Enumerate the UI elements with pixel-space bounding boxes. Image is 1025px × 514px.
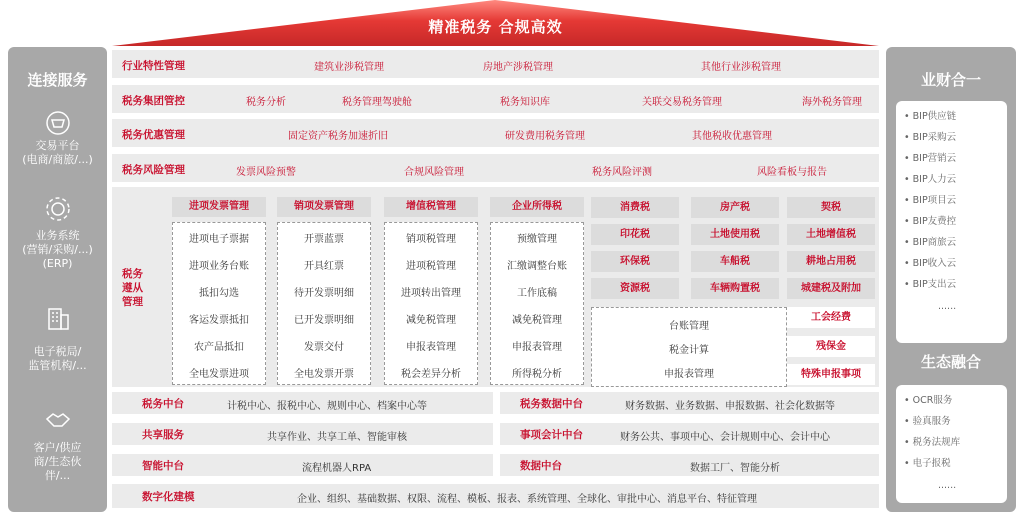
gear-icon	[44, 195, 72, 223]
row-item: 发票风险预警	[236, 167, 296, 178]
col-box	[384, 222, 478, 385]
row-item: 合规风险管理	[404, 167, 464, 178]
row-item: 税务分析	[246, 97, 286, 108]
tax-cell: 印花税	[591, 224, 679, 245]
eco-item: • 税务法规库	[904, 437, 961, 448]
row-title: 税务数据中台	[520, 398, 583, 410]
row-text: 流程机器人RPA	[302, 463, 372, 474]
row-text: 共享作业、共享工单、智能审核	[267, 432, 407, 443]
left-panel-title: 连接服务	[27, 71, 88, 89]
row-accounting	[500, 423, 879, 445]
col-head: 销项发票管理	[277, 197, 371, 217]
row-smart	[112, 454, 493, 476]
right-panel	[886, 47, 1016, 512]
col-head: 进项发票管理	[172, 197, 266, 217]
col-cell: 预缴管理	[517, 234, 557, 245]
col-cell: 减免税管理	[406, 315, 456, 326]
col-cell: 申报表管理	[406, 342, 456, 353]
row-item: 固定资产税务加速折旧	[288, 131, 388, 142]
mall-icon	[44, 109, 72, 137]
row-text: 企业、组织、基础数据、权限、流程、模板、报表、系统管理、全球化、审批中心、消息平台、特征管理	[297, 494, 757, 505]
tax-cell: 车辆购置税	[691, 278, 779, 299]
col-box	[172, 222, 266, 385]
row-item: 税务管理驾驶舱	[342, 97, 412, 108]
row-text: 数据工厂、智能分析	[690, 463, 780, 474]
col-box	[490, 222, 584, 385]
row-risk	[112, 154, 879, 182]
tax-cell: 房产税	[691, 197, 779, 218]
left-item-trade-l2: (电商/商旅/...)	[22, 153, 93, 166]
building-icon	[44, 303, 72, 331]
col-cell: 全电发票开票	[294, 369, 354, 380]
tax-cell: 车船税	[691, 251, 779, 272]
right-panel-title-1: 业财合一	[920, 71, 981, 89]
left-panel	[8, 47, 107, 512]
row-title: 智能中台	[142, 460, 184, 472]
bip-item-more: ......	[938, 301, 957, 312]
eco-item: • 电子报税	[904, 458, 951, 469]
special-cell: 特殊申报事项	[787, 364, 875, 385]
ledger-item: 税金计算	[669, 345, 709, 356]
left-item-gov-l1: 电子税局/	[33, 345, 82, 358]
special-cell: 工会经费	[787, 307, 875, 328]
right-panel-title-2: 生态融合	[920, 353, 981, 371]
left-item-biz-l2: (营销/采购/...)	[22, 243, 93, 256]
row-shared	[112, 423, 493, 445]
row-digital	[112, 484, 879, 508]
bip-item: • BIP商旅云	[904, 237, 957, 248]
row-item: 房地产涉税管理	[483, 62, 553, 73]
row-group	[112, 85, 879, 113]
bip-item: • BIP供应链	[904, 111, 957, 122]
row-title: 税务优惠管理	[122, 129, 185, 141]
col-cell: 抵扣勾选	[199, 288, 239, 299]
row-title: 税务中台	[142, 398, 184, 410]
eco-item: • 验真服务	[904, 416, 951, 427]
col-cell: 已开发票明细	[294, 315, 354, 326]
left-item-biz-l3: (ERP)	[42, 257, 73, 270]
row-item: 关联交易税务管理	[642, 97, 722, 108]
bip-item: • BIP项目云	[904, 195, 957, 206]
row-item: 其他行业涉税管理	[701, 62, 781, 73]
tax-cell: 城建税及附加	[787, 278, 875, 299]
col-box	[277, 222, 371, 385]
row-item: 建筑业涉税管理	[314, 62, 384, 73]
col-cell: 进项税管理	[406, 261, 456, 272]
col-cell: 进项业务台账	[189, 261, 249, 272]
ledger-item: 申报表管理	[664, 369, 714, 380]
col-cell: 开票蓝票	[304, 234, 344, 245]
ledger-box	[591, 307, 787, 387]
left-item-biz-l1: 业务系统	[35, 229, 80, 242]
col-cell: 待开发票明细	[294, 288, 354, 299]
tax-cell: 土地增值税	[787, 224, 875, 245]
bip-item: • BIP人力云	[904, 174, 957, 185]
row-data	[500, 454, 879, 476]
header-title: 精准税务 合规高效	[428, 18, 563, 36]
row-title: 共享服务	[142, 429, 184, 441]
bip-item: • BIP友费控	[904, 216, 957, 227]
col-cell: 进项电子票据	[189, 234, 249, 245]
row-title: 行业特性管理	[122, 60, 185, 72]
col-cell: 减免税管理	[512, 315, 562, 326]
row-title: 税务集团管控	[122, 95, 185, 107]
col-cell: 开具红票	[304, 261, 344, 272]
col-head: 企业所得税	[490, 197, 584, 217]
bip-item: • BIP采购云	[904, 132, 957, 143]
col-cell: 汇缴调整台账	[507, 261, 567, 272]
row-title: 数字化建模	[142, 491, 195, 503]
col-cell: 全电发票进项	[189, 369, 249, 380]
tax-cell: 消费税	[591, 197, 679, 218]
col-cell: 所得税分析	[512, 369, 562, 380]
row-item: 其他税收优惠管理	[692, 131, 772, 142]
row-item: 海外税务管理	[802, 97, 862, 108]
col-cell: 发票交付	[304, 342, 344, 353]
col-cell: 销项税管理	[406, 234, 456, 245]
col-cell: 申报表管理	[512, 342, 562, 353]
ledger-item: 台账管理	[669, 321, 709, 332]
bip-item: • BIP收入云	[904, 258, 957, 269]
row-item: 税务知识库	[500, 97, 550, 108]
row-tax-center	[112, 392, 493, 414]
row-title: 数据中台	[520, 460, 562, 472]
left-item-partner-l1: 客户/供应	[33, 441, 82, 454]
eco-list	[896, 385, 1007, 503]
row-tax-data-center	[500, 392, 879, 414]
row-text: 财务数据、业务数据、申报数据、社会化数据等	[625, 401, 835, 412]
tax-cell: 环保税	[591, 251, 679, 272]
row-item: 研发费用税务管理	[505, 131, 585, 142]
left-item-partner-l3: 伴/...	[44, 469, 71, 482]
left-item-gov-l2: 监管机构/...	[28, 359, 87, 372]
row-title: 事项会计中台	[520, 429, 583, 441]
col-cell: 农产品抵扣	[194, 342, 244, 353]
row-preferential	[112, 119, 879, 147]
bip-item: • BIP支出云	[904, 279, 957, 290]
compliance-title: 税务遵从管理	[122, 268, 143, 308]
row-industry	[112, 50, 879, 78]
tax-cell: 耕地占用税	[787, 251, 875, 272]
col-cell: 客运发票抵扣	[189, 315, 249, 326]
handshake-icon	[44, 405, 72, 433]
col-head: 增值税管理	[384, 197, 478, 217]
bip-list	[896, 101, 1007, 343]
col-cell: 税会差异分析	[401, 369, 461, 380]
row-item: 风险看板与报告	[757, 167, 827, 178]
col-cell: 工作底稿	[517, 288, 557, 299]
row-title: 税务风险管理	[122, 164, 185, 176]
tax-cell: 土地使用税	[691, 224, 779, 245]
bip-item: • BIP营销云	[904, 153, 957, 164]
special-cell: 残保金	[787, 336, 875, 357]
col-cell: 进项转出管理	[401, 288, 461, 299]
row-text: 财务公共、事项中心、会计规则中心、会计中心	[620, 432, 830, 443]
row-text: 计税中心、报税中心、规则中心、档案中心等	[227, 401, 427, 412]
tax-cell: 资源税	[591, 278, 679, 299]
eco-item: • OCR服务	[904, 395, 953, 406]
row-item: 税务风险评测	[592, 167, 652, 178]
eco-item-more: ......	[938, 480, 957, 491]
left-item-trade-l1: 交易平台	[35, 139, 80, 152]
left-item-partner-l2: 商/生态伙	[33, 455, 82, 468]
tax-cell: 契税	[787, 197, 875, 218]
